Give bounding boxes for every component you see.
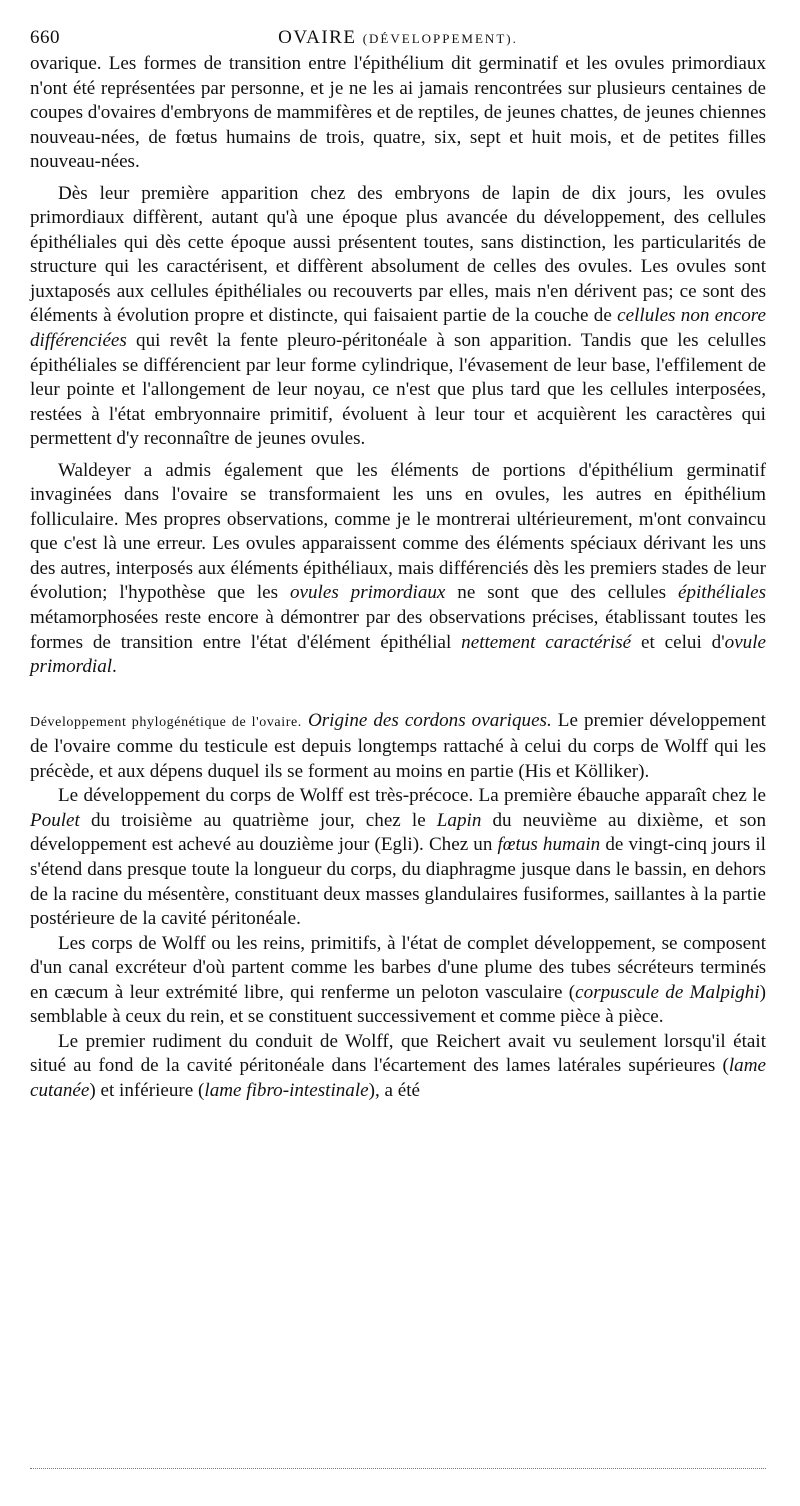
italic-term: épithéliales bbox=[677, 582, 767, 604]
italic-term: ovule primordial bbox=[30, 631, 766, 678]
section-paragraph: Développement phylogénétique de l'ovaire. Origine des cordons ovariques. Le premier développement de l'ovaire comme du testicule est depuis longtemps rattaché à celui du corps de Wolff qui les précède, et aux dépens duquel ils se forment au moins en partie (His et Kölliker). bbox=[30, 709, 766, 782]
body-text bbox=[30, 52, 766, 1103]
section-subheading: Origine des cordons ovariques. bbox=[307, 709, 552, 731]
running-title-sub: (DÉVELOPPEMENT). bbox=[362, 31, 518, 46]
italic-term: fœtus humain bbox=[497, 834, 601, 856]
running-title bbox=[30, 26, 766, 52]
italic-term: lame fibro-intestinale bbox=[204, 1079, 369, 1101]
paragraph-5: Le développement du corps de Wolff est très-précoce. La première ébauche apparaît chez le Poulet du troisième au quatrième jour, chez le Lapin du neuvième au dixième, et son développement est achevé au douzième jour (Egli). Chez un fœtus humain de vingt-cinq jours il s'étend dans presque toute la longueur du corps, du diaphragme jusque dans le bassin, en dehors de la racine du mésentère, constituant deux masses glandulaires fusiformes, saillantes à la partie postérieure de la cavité péritonéale. bbox=[30, 785, 766, 930]
paragraph-6: Les corps de Wolff ou les reins, primitifs, à l'état de complet développement, se composent d'un canal excréteur d'où partent comme les barbes d'une plume des tubes sécréteurs terminés en cæcum à leur extrémité libre, qui renferme un peloton vasculaire (corpuscule de Malpighi) semblable à ceux du rein, et se constituent successivement et comme pièce à pièce. bbox=[30, 932, 766, 1028]
paragraph-7: Le premier rudiment du conduit de Wolff, que Reichert avait vu seulement lorsqu'il était situé au fond de la cavité péritonéale dans l'écartement des lames latérales supérieures (lame cutanée) et inférieure (lame fibro-intestinale), a été bbox=[30, 1030, 766, 1101]
footer-rule bbox=[30, 1468, 766, 1469]
italic-term: cellules non encore différenciées bbox=[30, 305, 766, 352]
italic-term: nettement caractérisé bbox=[461, 631, 632, 653]
book-page bbox=[30, 22, 766, 1103]
italic-term: lame cutanée bbox=[30, 1055, 766, 1101]
italic-term: corpuscule de Malpighi bbox=[575, 981, 760, 1003]
italic-term: Lapin bbox=[436, 809, 482, 831]
italic-term: Poulet bbox=[30, 809, 80, 831]
section-gap bbox=[30, 680, 766, 709]
page-number: 660 bbox=[30, 27, 60, 48]
running-title-main: OVAIRE bbox=[278, 27, 357, 48]
paragraph-1: ovarique. Les formes de transition entre l'épithélium dit germinatif et les ovules primordiaux n'ont été représentées par personne, et je ne les ai jamais rencontrées sur plusieurs centaines de coupes d'ovaires d'embryons de mammifères et de reptiles, de jeunes chattes, de jeunes chiennes nouveau-nées, de fœtus humains de trois, quatre, six, sept et huit mois, et de petites filles nouveau-nées. bbox=[30, 53, 766, 173]
italic-term: ovules primordiaux bbox=[289, 582, 446, 604]
section-heading: Développement phylogénétique de l'ovaire. bbox=[30, 714, 302, 730]
paragraph-2: Dès leur première apparition chez des embryons de lapin de dix jours, les ovules primordiaux diffèrent, autant qu'à une époque plus avancée du développement, des cellules épithéliales qui dès cette époque aussi présentent toutes, sans distinction, les particularités de structure qui les caractérisent, et diffèrent absolument de celles des ovules. Les ovules sont juxtaposés aux cellules épithéliales ou recouverts par elles, mais n'en dérivent pas; ce sont des éléments à évolution propre et distincte, qui faisaient partie de la couche de cellules non encore différenciées qui revêt la fente pleuro-péritonéale à son apparition. Tandis que les celulles épithéliales se différencient par leur forme cylindrique, l'évasement de leur base, l'effilement de leur pointe et l'allongement de leur noyau, ce n'est que plus tard que les cellules interposées, restées à l'état embryonnaire primitif, évoluent à leur tour et acquièrent les caractères qui permettent d'y reconnaître de jeunes ovules. bbox=[30, 182, 766, 450]
paragraph-3: Waldeyer a admis également que les éléments de portions d'épithélium germinatif invaginées dans l'ovaire se transformaient les uns en ovules, les autres en épithélium folliculaire. Mes propres observations, comme je le montrerai ultérieurement, m'ont convaincu que c'est là une erreur. Les ovules apparaissent comme des éléments spéciaux dérivant les uns des autres, interposés aux éléments épithéliaux, mais différenciés dès les premiers stades de leur évolution; l'hypothèse que les ovules primordiaux ne sont que des cellules épithéliales métamorphosées reste encore à démontrer par des observations précises, établissant toutes les formes de transition entre l'état d'élément épithélial nettement caractérisé et celui d'ovule primordial. bbox=[30, 459, 767, 678]
running-head bbox=[30, 22, 766, 52]
